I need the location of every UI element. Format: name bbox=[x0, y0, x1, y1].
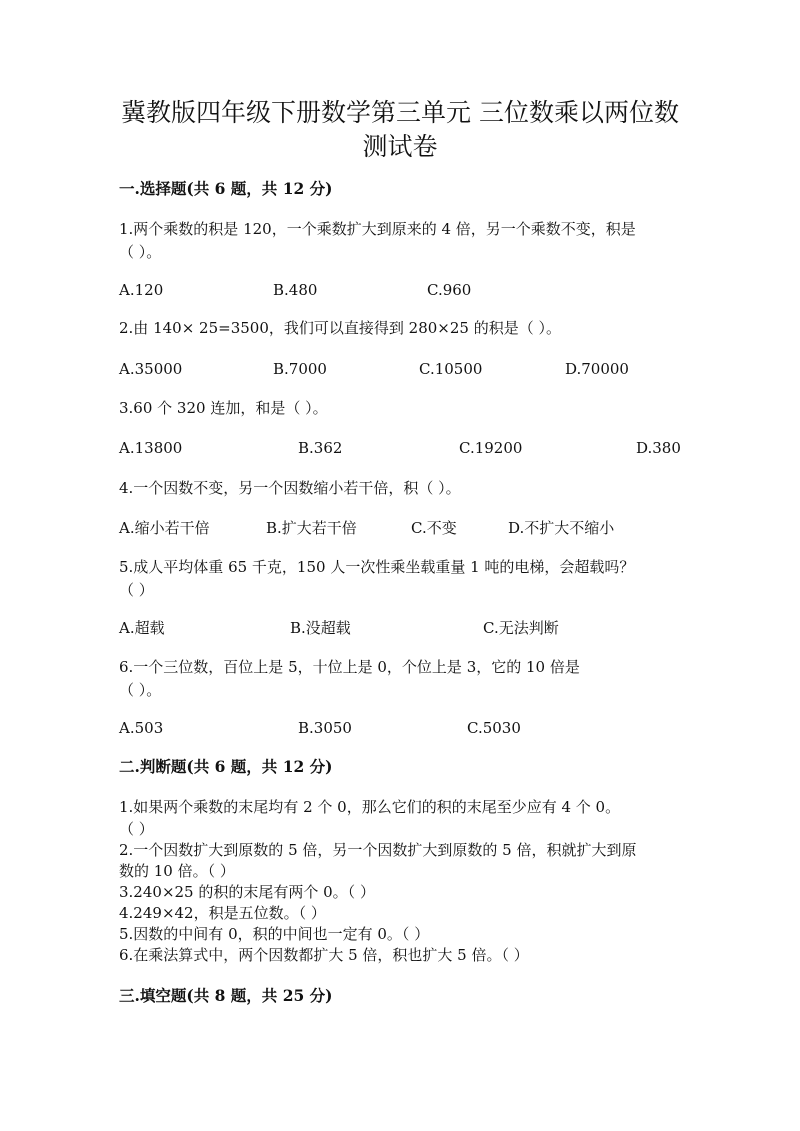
judge-item-4[interactable]: 4.249×42，积是五位数。（ ） bbox=[119, 904, 326, 922]
page-title-line-2: 测试卷 bbox=[362, 132, 438, 161]
judge-item-5[interactable]: 5.因数的中间有 0，积的中间也一定有 0。（ ） bbox=[119, 925, 430, 943]
question-3-option-b[interactable]: B.362 bbox=[298, 439, 343, 457]
judge-item-2-cont[interactable]: 数的 10 倍。（ ） bbox=[119, 862, 235, 880]
question-3-option-a[interactable]: A.13800 bbox=[119, 439, 183, 457]
question-2-option-b[interactable]: B.7000 bbox=[273, 360, 327, 378]
question-4-option-a[interactable]: A.缩小若干倍 bbox=[119, 519, 210, 537]
question-6-text: 6.一个三位数，百位上是 5，十位上是 0，个位上是 3，它的 10 倍是 bbox=[119, 658, 580, 676]
page-title-line-1: 冀教版四年级下册数学第三单元 三位数乘以两位数 bbox=[121, 98, 679, 127]
question-5-text-cont: （ ） bbox=[119, 581, 154, 599]
question-1-text: 1.两个乘数的积是 120，一个乘数扩大到原来的 4 倍，另一个乘数不变，积是 bbox=[119, 220, 636, 238]
question-6-option-c[interactable]: C.5030 bbox=[467, 719, 521, 737]
question-1-text-cont: （ ）。 bbox=[119, 243, 162, 261]
question-2-text: 2.由 140× 25=3500，我们可以直接得到 280×25 的积是（ ）。 bbox=[119, 319, 561, 337]
question-4-option-d[interactable]: D.不扩大不缩小 bbox=[508, 519, 615, 537]
question-2-option-a[interactable]: A.35000 bbox=[119, 360, 183, 378]
question-5-text: 5.成人平均体重 65 千克，150 人一次性乘坐载重量 1 吨的电梯，会超载吗？ bbox=[119, 558, 635, 576]
question-1-option-a[interactable]: A.120 bbox=[119, 281, 164, 299]
question-4-option-c[interactable]: C.不变 bbox=[411, 519, 457, 537]
question-4-option-b[interactable]: B.扩大若干倍 bbox=[266, 519, 357, 537]
question-3-text: 3.60 个 320 连加，和是（ ）。 bbox=[119, 399, 328, 417]
question-6-text-cont: （ ）。 bbox=[119, 681, 162, 699]
question-6-option-a[interactable]: A.503 bbox=[119, 719, 164, 737]
question-1-option-b[interactable]: B.480 bbox=[273, 281, 318, 299]
question-4-text: 4.一个因数不变，另一个因数缩小若干倍，积（ ）。 bbox=[119, 479, 461, 497]
judge-item-3[interactable]: 3.240×25 的积的末尾有两个 0。（ ） bbox=[119, 883, 375, 901]
question-1-option-c[interactable]: C.960 bbox=[427, 281, 472, 299]
section-heading-fill-blank: 三.填空题(共 8 题，共 25 分) bbox=[119, 986, 333, 1005]
question-3-option-d[interactable]: D.380 bbox=[636, 439, 681, 457]
section-heading-true-false: 二.判断题(共 6 题，共 12 分) bbox=[119, 757, 333, 776]
question-2-option-d[interactable]: D.70000 bbox=[565, 360, 629, 378]
judge-item-6[interactable]: 6.在乘法算式中，两个因数都扩大 5 倍，积也扩大 5 倍。（ ） bbox=[119, 946, 529, 964]
judge-item-2: 2.一个因数扩大到原数的 5 倍，另一个因数扩大到原数的 5 倍，积就扩大到原 bbox=[119, 841, 637, 859]
question-3-option-c[interactable]: C.19200 bbox=[459, 439, 523, 457]
judge-item-1: 1.如果两个乘数的末尾均有 2 个 0，那么它们的积的末尾至少应有 4 个 0。 bbox=[119, 798, 621, 816]
question-6-option-b[interactable]: B.3050 bbox=[298, 719, 352, 737]
judge-item-1-blank[interactable]: （ ） bbox=[119, 820, 154, 838]
section-heading-choice: 一.选择题(共 6 题，共 12 分) bbox=[119, 179, 333, 198]
question-2-option-c[interactable]: C.10500 bbox=[419, 360, 483, 378]
question-5-option-a[interactable]: A.超载 bbox=[119, 619, 165, 637]
question-5-option-c[interactable]: C.无法判断 bbox=[483, 619, 559, 637]
question-5-option-b[interactable]: B.没超载 bbox=[290, 619, 351, 637]
